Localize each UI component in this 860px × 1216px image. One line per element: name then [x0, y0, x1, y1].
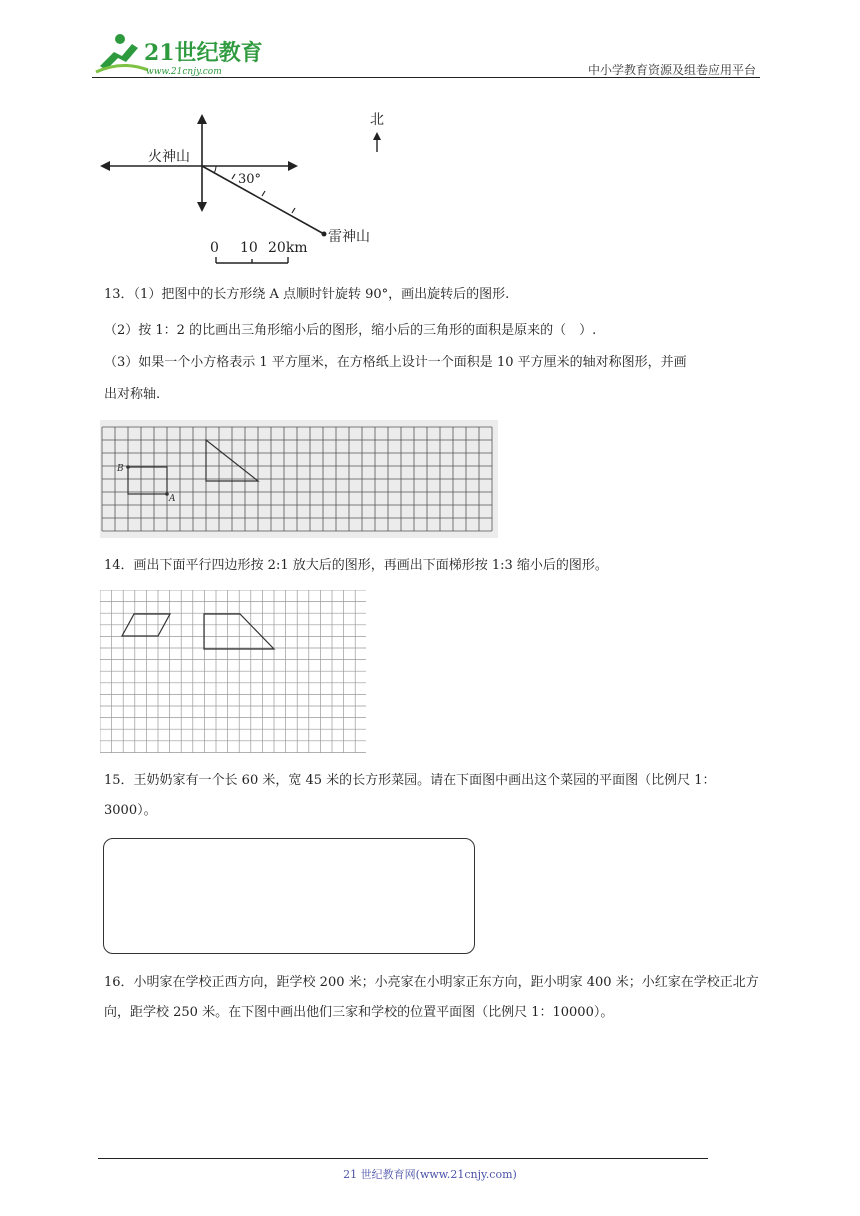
place-huoshenshan: 火神山 [148, 149, 190, 165]
grid-paper-q13 [100, 420, 498, 538]
logo-sub-text: www.21cnjy.com [146, 67, 222, 77]
site-logo [92, 30, 272, 80]
scale-10: 10 [240, 240, 258, 256]
point-b-label: B [117, 464, 124, 474]
q14-text: 14．画出下面平行四边形按 2:1 放大后的图形，再画出下面梯形按 1:3 缩小后的图形。 [104, 558, 608, 573]
north-label: 北 [370, 112, 384, 128]
q13-part3-cont: 出对称轴. [104, 387, 161, 402]
scale-0: 0 [210, 240, 219, 256]
header-divider [92, 77, 760, 78]
angle-label: 30° [238, 172, 262, 187]
platform-title: 中小学教育资源及组卷应用平台 [587, 63, 756, 77]
q13-part2: （2）按 1：2 的比画出三角形缩小后的图形，缩小后的三角形的面积是原来的（ ）. [104, 323, 597, 338]
footer-text: 21 世纪教育网(www.21cnjy.com) [343, 1168, 517, 1181]
footer-divider [98, 1158, 708, 1159]
runner-logo-icon [96, 34, 148, 72]
grid-paper-q14 [100, 590, 368, 754]
q15-drawing-box[interactable] [103, 838, 475, 954]
q13-part1: 13．（1）把图中的长方形绕 A 点顺时针旋转 90°，画出旋转后的图形. [104, 287, 510, 302]
q15-text: 15．王奶奶家有一个长 60 米，宽 45 米的长方形菜园。请在下面图中画出这个菜园的平面图（比例尺 1：3000）。 [104, 773, 716, 818]
logo-main-text: 21世纪教育 [144, 40, 263, 66]
q16-text: 16．小明家在学校正西方向，距学校 200 米；小亮家在小明家正东方向，距小明家 400 米；小红家在学校正北方向，距学校 250 米。在下图中画出他们三家和学校的位置平面图（比例尺 1：10000）。 [104, 975, 759, 1020]
point-a-label: A [169, 494, 176, 504]
scale-20km: 20km [268, 240, 308, 256]
place-leishenshan: 雷神山 [328, 229, 370, 245]
direction-map [96, 104, 396, 266]
q13-part3: （3）如果一个小方格表示 1 平方厘米，在方格纸上设计一个面积是 10 平方厘米的轴对称图形，并画 [104, 355, 687, 370]
